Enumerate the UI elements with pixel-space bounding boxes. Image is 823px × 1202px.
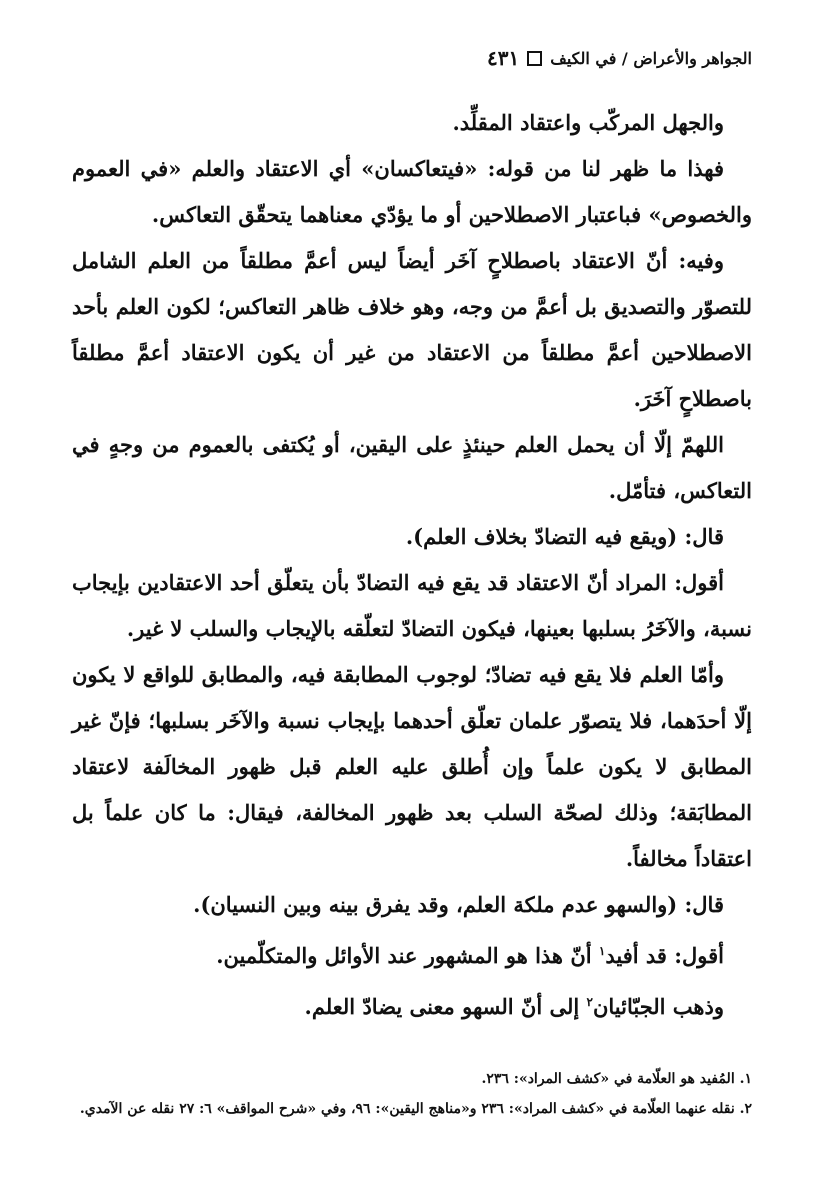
paragraph: قال: (والسهو عدم ملكة العلم، وقد يفرق بينه وبين النسيان). (193, 892, 724, 917)
paragraph: فهذا ما ظهر لنا من قوله: «فيتعاكسان» أي الاعتقاد والعلم «في العموم والخصوص» فباعتبار الاصطلاحين أو ما يؤدّي معناهما يتحقّق التعاكس. (72, 156, 752, 227)
paragraph: قال: (ويقع فيه التضادّ بخلاف العلم). (405, 524, 724, 549)
ornament-box-icon (527, 51, 542, 66)
footnote: ١. المُفيد هو العلّامة في «كشف المراد»: ٢٣٦. (481, 1071, 752, 1087)
paragraph (72, 979, 752, 1030)
main-text (72, 100, 752, 1030)
paragraph: أقول: المراد أنّ الاعتقاد قد يقع فيه التضادّ بأن يتعلّق أحد الاعتقادين بإيجاب نسبة، والآخَرُ بسلبها بعينها، فيكون التضادّ لتعلّقه بالإيجاب والسلب لا غير. (72, 570, 752, 641)
paragraph: اللهمّ إلّا أن يحمل العلم حينئذٍ على اليقين، أو يُكتفى بالعموم من وجهٍ في التعاكس، فتأمّل. (72, 432, 752, 503)
paragraph-text: أنّ هذا هو المشهور عند الأوائل والمتكلّمين. (216, 943, 592, 968)
footnote: ٢. نقله عنهما العلّامة في «كشف المراد»: ٢٣٦ و«مناهج اليقين»: ٩٦، وفي «شرح المواقف» ٦: ٢٧ نقله عن الآمدي. (79, 1101, 752, 1117)
page (72, 40, 752, 1126)
paragraph: وأمّا العلم فلا يقع فيه تضادّ؛ لوجوب المطابقة فيه، والمطابق للواقع لا يكون إلّا أحدَهما، فلا يتصوّر علمان تعلّق أحدهما بإيجاب نسبة والآخَر بسلبها؛ فإنّ غير المطابق لا يكون علماً وإن أُطلق عليه العلم قبل ظهور المخالَفة لاعتقاد المطابَقة؛ وذلك لصحّة السلب بعد ظهور المخالفة، فيقال: ما كان علماً بل اعتقاداً مخالفاً. (72, 662, 752, 871)
paragraph-text: إلى أنّ السهو معنى يضادّ العلم. (304, 994, 580, 1019)
paragraph: وفيه: أنّ الاعتقاد باصطلاحٍ آخَر أيضاً ليس أعمَّ مطلقاً من العلم الشامل للتصوّر والتصديق بل أعمَّ من وجه، وهو خلاف ظاهر التعاكس؛ لكون العلم بأحد الاصطلاحين أعمَّ مطلقاً من الاعتقاد من غير أن يكون الاعتقاد أعمَّ مطلقاً باصطلاحٍ آخَرَ. (72, 248, 752, 411)
running-title: الجواهر والأعراض / في الكيف (550, 48, 752, 68)
paragraph (72, 928, 752, 979)
footnote-mark: ٢ (586, 995, 593, 1009)
paragraph-text: أقول: قد أفيد (605, 943, 724, 968)
footnote-mark: ١ (598, 944, 606, 958)
page-number: ٤٣١ (487, 46, 520, 70)
footnotes (72, 1066, 752, 1122)
paragraph: والجهل المركّب واعتقاد المقلِّد. (452, 110, 724, 135)
paragraph-text: وذهب الجبّائيان (592, 994, 724, 1019)
running-header (72, 40, 752, 76)
